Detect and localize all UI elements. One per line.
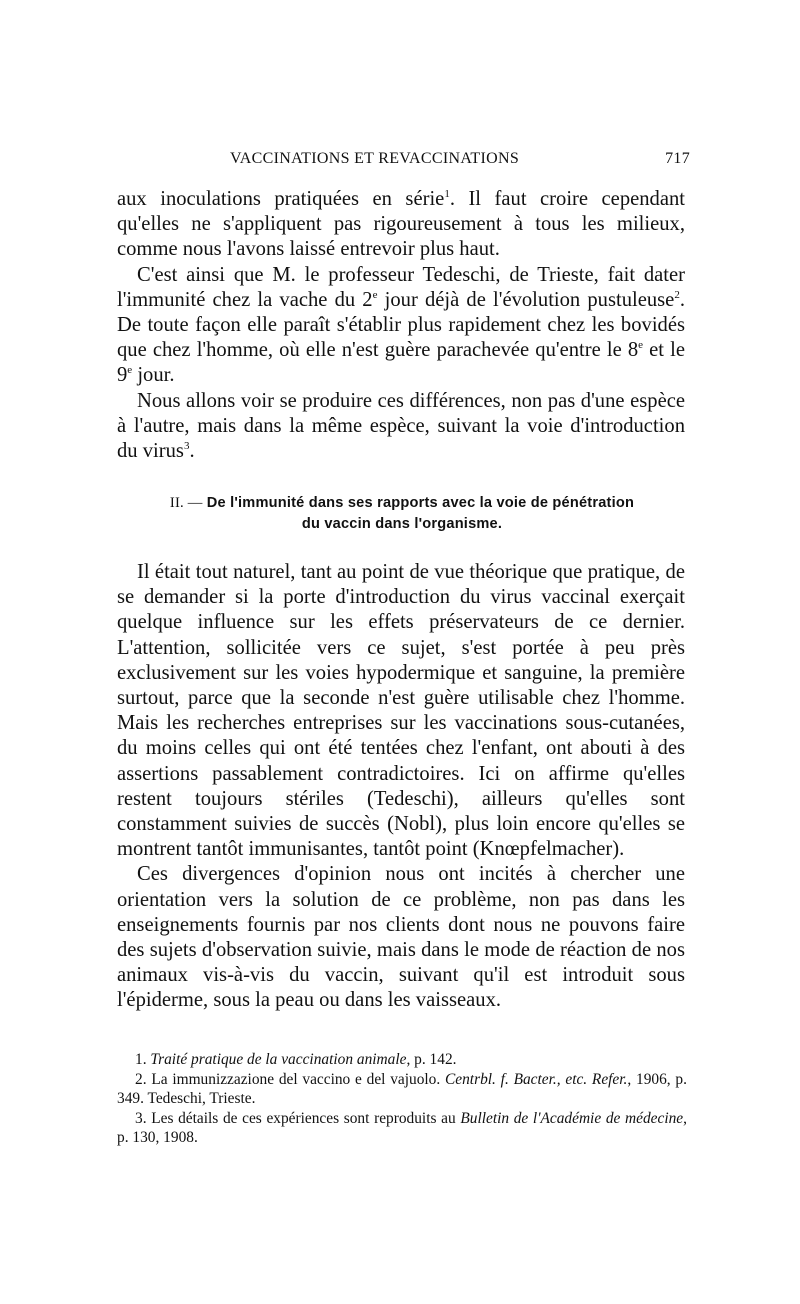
paragraph: Ces divergences d'opinion nous ont incités à chercher une orientation vers la solution de ce problème, non pas dans les enseignements fournis par nos clients dont nous ne pouvons faire des sujets d'observation suivie, mais dans le mode de réaction de nos animaux vis-à-vis du vaccin, suivant qu'il est introduit sous l'épiderme, sous la peau ou dans les vaisseaux. — [117, 863, 685, 1012]
paragraph: Il était tout naturel, tant au point de vue théorique que pratique, de se demander si la porte d'introduction du virus vaccinal exerçait quelque influence sur les effets préservateurs de ce dernier. L'attention, sollicitée vers ce sujet, s'est portée à peu près exclusivement sur les voies hypodermique et sanguine, la première surtout, parce que la seconde n'est guère utilisable chez l'homme. Mais les recherches entreprises sur les vaccinations sous-cutanées, du moins celles qui ont été tentées chez l'enfant, ont abouti à des assertions passablement contradictoires. Ici on affirme qu'elles restent toujours stériles (Tedeschi), ailleurs qu'elles sont constamment suivies de succès (Nobl), plus loin encore qu'elles se montrent tantôt immunisantes, tantôt point (Knœpfelmacher). — [117, 561, 685, 861]
page-number: 717 — [665, 150, 690, 167]
section-number: II. — — [169, 495, 203, 511]
footnote-2: 2. La immunizzazione del vaccino e del vajuolo. Centrbl. f. Bacter., etc. Refer., 1906, p. 349. Tedeschi, Trieste. — [117, 1070, 687, 1108]
running-title: VACCINATIONS ET REVACCINATIONS — [230, 150, 520, 167]
paragraph: aux inoculations pratiquées en série$^1$. Il faut croire cependant qu'elles ne s'appliquent pas rigoureusement à tous les milieux, comme nous l'avons laissé entrevoir plus haut. — [117, 188, 686, 261]
section-heading — [117, 493, 687, 535]
footnote-ref-2: 2 — [674, 288, 680, 301]
footnote-ref-3: 3 — [183, 440, 190, 453]
footnote-3: 3. Les détails de ces expériences sont reproduits au Bulletin de l'Académie de médecine, p. 130, 1908. — [117, 1109, 687, 1147]
footnote-ref-1: 1 — [444, 188, 450, 201]
footnote-1: 1. Traité pratique de la vaccination animale, p. 142. — [135, 1051, 457, 1068]
text-block-2 — [117, 560, 685, 1014]
paragraph: Nous allons voir se produire ces différences, non pas d'une espèce à l'autre, mais dans la même espèce, suivant la voie d'introduction du virus$^3$. — [117, 389, 685, 463]
paragraph: C'est ainsi que M. le professeur Tedeschi, de Trieste, fait dater l'immunité chez la vache du 2e jour déjà de l'évolution pustuleuse$^2$. De toute façon elle paraît s'établir plus rapidement chez les bovidés que chez l'homme, où elle n'est guère parachevée qu'entre le 8e et le 9e jour. — [117, 263, 685, 387]
section-title-line-1: De l'immunité dans ses rapports avec la voie de pénétration — [206, 495, 635, 511]
section-title-line-2: du vaccin dans l'organisme. — [301, 516, 503, 532]
footnotes — [117, 1050, 687, 1148]
text-block-1 — [117, 187, 685, 464]
running-header — [230, 150, 690, 168]
